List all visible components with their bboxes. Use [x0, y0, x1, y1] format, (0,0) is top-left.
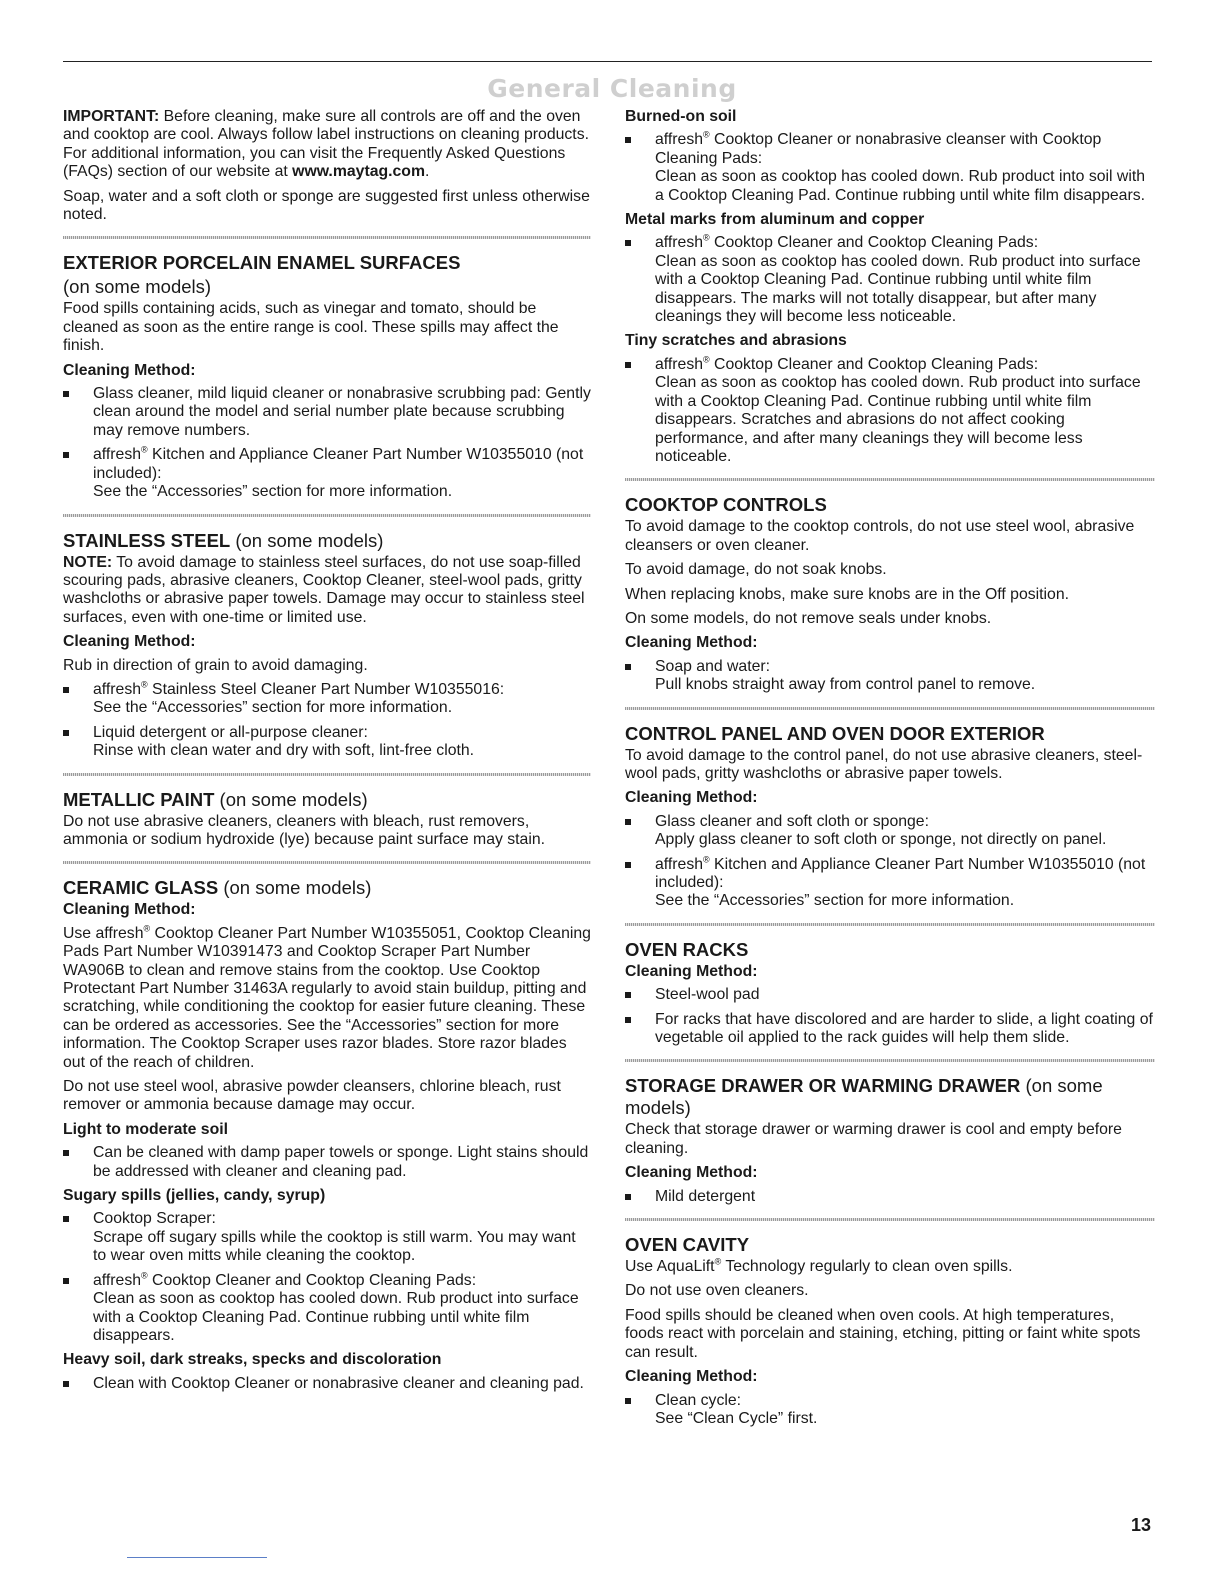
cavity-p1	[625, 1258, 1155, 1276]
storage-drawer-title	[625, 1075, 1155, 1119]
list-item	[625, 1011, 1155, 1048]
metallic-qualifier: (on some models)	[214, 788, 368, 810]
bullet-line: See the “Accessories” section for more information.	[93, 483, 453, 501]
brand-name: affresh	[655, 234, 704, 252]
bullet-line: Cooktop Cleaner and Cooktop Cleaning Pads:	[147, 1271, 477, 1289]
bullet-line: Glass cleaner and soft cloth or sponge:	[655, 812, 929, 830]
bullet-square-icon	[63, 1278, 69, 1284]
ceramic-title	[63, 877, 591, 899]
bullet-line: Cooktop Cleaner or nonabrasive cleanser with Cooktop Cleaning Pads:	[655, 131, 1102, 167]
important-paragraph	[63, 108, 591, 182]
bullet-square-icon	[63, 452, 69, 458]
bullet-square-icon	[625, 1194, 631, 1200]
bullet-square-icon	[625, 1017, 631, 1023]
bullet-text	[93, 446, 591, 501]
bullet-square-icon	[63, 1381, 69, 1387]
brand-name: affresh	[655, 131, 704, 149]
bullet-text	[655, 856, 1155, 911]
stainless-qualifier: (on some models)	[230, 529, 384, 551]
bullet-square-icon	[625, 819, 631, 825]
control-panel-title	[625, 723, 1155, 745]
storage-drawer-qualifier: (on some models)	[625, 1075, 1103, 1119]
controls-p1: To avoid damage to the cooktop controls, do not use steel wool, abrasive cleansers or oven cleaner.	[625, 518, 1135, 554]
bullet-text: Clean with Cooktop Cleaner or nonabrasive cleaner and cleaning pad.	[93, 1374, 584, 1392]
list-item	[63, 446, 591, 501]
text-run: Cooktop Cleaner Part Number W10355051, Cooktop Cleaning Pads Part Number W10391473 and Cooktop Scraper Part Number WA906B to clean and remove stains from the cooktop. Use Cooktop Protectant Part Number 31463A regularly to avoid stain buildup, pitting and scratching, while conditioning the cooktop for easier future cleaning. These can be ordered as accessories. See the “Accessories” section for more information. The Cooktop Scraper uses razor blades. Store razor blades out of the reach of children.	[63, 924, 591, 1071]
racks-method-label: Cleaning Method:	[625, 962, 758, 980]
left-column	[63, 108, 591, 1399]
panel-method-label: Cleaning Method:	[625, 789, 758, 807]
bullet-text: Steel-wool pad	[655, 986, 760, 1004]
bullet-line: Clean as soon as cooktop has cooled down. Rub product into surface with a Cooktop Cleaning Pad. Continue rubbing until white film disappears. Scratches and abrasions do not affect cooking performance, and after many cleanings they will become less noticeable.	[655, 374, 1141, 465]
controls-p3: When replacing knobs, make sure knobs are in the Off position.	[625, 585, 1070, 603]
section-divider	[625, 923, 1155, 926]
exterior-method-label: Cleaning Method:	[63, 361, 196, 379]
ceramic-body-2: Do not use steel wool, abrasive powder cleansers, chlorine bleach, rust remover or ammonia because damage may occur.	[63, 1078, 561, 1114]
section-divider	[625, 707, 1155, 710]
section-divider	[625, 1059, 1155, 1062]
sugary-spills-label: Sugary spills (jellies, candy, syrup)	[63, 1187, 326, 1205]
list-item	[63, 1144, 591, 1181]
cavity-p3: Food spills should be cleaned when oven cools. At high temperatures, foods react with porcelain and staining, etching, pitting or faint white spots can result.	[625, 1306, 1141, 1361]
bullet-square-icon	[63, 1216, 69, 1222]
stainless-note	[63, 554, 591, 628]
list-item	[625, 1392, 1155, 1429]
exterior-title-text: EXTERIOR PORCELAIN ENAMEL SURFACES	[63, 252, 461, 274]
brand-name: affresh	[655, 855, 704, 873]
bullet-text	[93, 1272, 591, 1346]
ceramic-method-label: Cleaning Method:	[63, 901, 196, 919]
oven-racks-title	[625, 939, 1155, 961]
controls-p2: To avoid damage, do not soak knobs.	[625, 561, 887, 579]
bullet-line: See “Clean Cycle” first.	[655, 1409, 818, 1427]
list-item	[63, 724, 591, 761]
brand-name: affresh	[655, 355, 704, 373]
bullet-line: Clean cycle:	[655, 1391, 742, 1409]
registered-mark: ®	[714, 1256, 722, 1267]
storage-drawer-title-text: STORAGE DRAWER OR WARMING DRAWER	[625, 1075, 1021, 1097]
stainless-title-text: STAINLESS STEEL	[63, 529, 231, 551]
page-number: 13	[1131, 1515, 1152, 1535]
list-item	[625, 856, 1155, 911]
control-panel-title-text: CONTROL PANEL AND OVEN DOOR EXTERIOR	[625, 722, 1045, 744]
bullet-line: Cooktop Cleaner and Cooktop Cleaning Pads:	[709, 355, 1039, 373]
bullet-text	[93, 724, 591, 761]
bullet-square-icon	[63, 391, 69, 397]
bullet-text	[655, 1392, 1155, 1429]
ceramic-qualifier: (on some models)	[218, 877, 372, 899]
bullet-line: Cooktop Cleaner and Cooktop Cleaning Pads:	[709, 234, 1039, 252]
bullet-line: Pull knobs straight away from control panel to remove.	[655, 676, 1036, 694]
text-run: Use AquaLift	[625, 1258, 715, 1276]
ceramic-title-text: CERAMIC GLASS	[63, 877, 219, 899]
section-divider	[63, 773, 591, 776]
right-column	[625, 108, 1155, 1434]
section-divider	[63, 861, 591, 864]
page-title: General Cleaning	[487, 74, 737, 103]
bullet-text	[655, 658, 1155, 695]
note-label: NOTE:	[63, 553, 113, 571]
metallic-title	[63, 789, 591, 811]
bullet-square-icon	[63, 687, 69, 693]
bullet-square-icon	[625, 992, 631, 998]
metal-marks-label: Metal marks from aluminum and copper	[625, 211, 925, 229]
list-item	[63, 681, 591, 718]
bullet-text: For racks that have discolored and are harder to slide, a light coating of vegetable oil applied to the rack guides will help them slide.	[655, 1010, 1153, 1047]
bullet-line: Kitchen and Appliance Cleaner Part Number W10355010 (not included):	[655, 855, 1146, 891]
stainless-title	[63, 530, 591, 552]
bullet-square-icon	[63, 1150, 69, 1156]
heavy-soil-label: Heavy soil, dark streaks, specks and discoloration	[63, 1351, 442, 1369]
bullet-square-icon	[625, 862, 631, 868]
cavity-p2: Do not use oven cleaners.	[625, 1282, 809, 1300]
important-label: IMPORTANT:	[63, 108, 160, 125]
panel-p1: To avoid damage to the control panel, do not use abrasive cleaners, steel-wool pads, gritty washcloths or abrasive paper towels.	[625, 746, 1143, 782]
exterior-qualifier: (on some models)	[63, 276, 212, 298]
registered-mark: ®	[703, 233, 710, 244]
tiny-scratches-label: Tiny scratches and abrasions	[625, 332, 847, 350]
bullet-text	[655, 813, 1155, 850]
bullet-line: See the “Accessories” section for more information.	[655, 892, 1015, 910]
period: .	[425, 163, 430, 181]
text-run: Use affresh	[63, 924, 144, 942]
bullet-line: Rinse with clean water and dry with soft, lint-free cloth.	[93, 742, 475, 760]
bullet-square-icon	[625, 240, 631, 246]
list-item	[625, 1188, 1155, 1206]
exterior-title	[63, 252, 591, 274]
bullet-text	[655, 234, 1155, 326]
cooktop-controls-title	[625, 494, 1155, 516]
registered-mark: ®	[703, 854, 710, 865]
stainless-rub: Rub in direction of grain to avoid damaging.	[63, 656, 368, 674]
burned-soil-label: Burned-on soil	[625, 108, 737, 125]
bullet-line: Soap and water:	[655, 657, 771, 675]
bullet-square-icon	[625, 1398, 631, 1404]
note-text: To avoid damage to stainless steel surfaces, do not use soap-filled scouring pads, abrasive cleaners, Cooktop Cleaner, steel-wool pads, gritty washcloths or abrasive paper towels. Damage may occur to stainless steel surfaces, even with one-time or limited use.	[63, 553, 585, 626]
list-item	[625, 813, 1155, 850]
list-item	[625, 356, 1155, 466]
exterior-body: Food spills containing acids, such as vinegar and tomato, should be cleaned as soon as the entire range is cool. These spills may affect the finish.	[63, 300, 559, 355]
bullet-line: Apply glass cleaner to soft cloth or sponge, not directly on panel.	[655, 831, 1107, 849]
list-item	[63, 1375, 591, 1393]
registered-mark: ®	[703, 354, 710, 365]
bullet-line: See the “Accessories” section for more information.	[93, 699, 453, 717]
brand-name: affresh	[93, 680, 142, 698]
section-divider	[63, 514, 591, 517]
bullet-line: Clean as soon as cooktop has cooled down. Rub product into surface with a Cooktop Cleaning Pad. Continue rubbing until white film disappears.	[93, 1290, 579, 1344]
bottom-link-underline	[127, 1557, 267, 1558]
controls-method-label: Cleaning Method:	[625, 634, 758, 652]
section-divider	[625, 1218, 1155, 1221]
ceramic-body-1	[63, 925, 591, 1072]
bullet-square-icon	[625, 362, 631, 368]
bullet-line: Clean as soon as cooktop has cooled down. Rub product into surface with a Cooktop Cleaning Pad. Continue rubbing until white film disappears. The marks will not totally disappear, but after many cleanings they will become less noticeable.	[655, 252, 1141, 326]
bullet-square-icon	[625, 137, 631, 143]
bullet-text	[93, 681, 591, 718]
registered-mark: ®	[143, 923, 151, 934]
bullet-line: Scrape off sugary spills while the cooktop is still warm. You may want to wear oven mitts while cleaning the cooktop.	[93, 1228, 576, 1265]
bullet-text: Mild detergent	[655, 1187, 756, 1205]
bullet-line: Liquid detergent or all-purpose cleaner:	[93, 723, 368, 741]
registered-mark: ®	[141, 445, 148, 456]
top-rule	[63, 61, 1152, 62]
bullet-line: Stainless Steel Cleaner Part Number W10355016:	[147, 680, 505, 698]
cavity-method-label: Cleaning Method:	[625, 1368, 758, 1386]
bullet-text	[655, 131, 1155, 205]
metallic-title-text: METALLIC PAINT	[63, 788, 215, 810]
registered-mark: ®	[141, 679, 148, 690]
list-item	[63, 1272, 591, 1346]
section-divider	[63, 236, 591, 239]
metallic-body: Do not use abrasive cleaners, cleaners with bleach, rust removers, ammonia or sodium hydroxide (lye) because paint surface may stain.	[63, 812, 546, 848]
bullet-square-icon	[625, 664, 631, 670]
bullet-text	[93, 1210, 591, 1265]
soap-paragraph: Soap, water and a soft cloth or sponge are suggested first unless otherwise noted.	[63, 187, 590, 224]
website-link[interactable]: www.maytag.com	[292, 163, 426, 181]
cooktop-controls-title-text: COOKTOP CONTROLS	[625, 494, 827, 516]
oven-racks-title-text: OVEN RACKS	[625, 938, 749, 960]
light-soil-label: Light to moderate soil	[63, 1120, 228, 1138]
bullet-text: Can be cleaned with damp paper towels or sponge. Light stains should be addressed with cleaner and cleaning pad.	[93, 1144, 589, 1180]
stainless-method-label: Cleaning Method:	[63, 633, 196, 651]
brand-name: affresh	[93, 1271, 142, 1289]
bullet-line: Kitchen and Appliance Cleaner Part Number W10355010 (not included):	[93, 446, 584, 482]
list-item	[625, 131, 1155, 205]
text-run: Technology regularly to clean oven spills.	[721, 1258, 1013, 1276]
drawer-method-label: Cleaning Method:	[625, 1164, 758, 1182]
list-item	[63, 1210, 591, 1265]
section-divider	[625, 478, 1155, 481]
list-item	[625, 234, 1155, 326]
registered-mark: ®	[141, 1270, 148, 1281]
drawer-p1: Check that storage drawer or warming drawer is cool and empty before cleaning.	[625, 1121, 1122, 1157]
oven-cavity-title-text: OVEN CAVITY	[625, 1234, 750, 1256]
brand-name: affresh	[93, 446, 142, 464]
oven-cavity-title	[625, 1234, 1155, 1256]
important-text: Before cleaning, make sure all controls are off and the oven and cooktop are cool. Always follow label instructions on cleaning products. For additional information, you can visit the Frequently Asked Questions (FAQs) section of our website at	[63, 108, 589, 181]
bullet-square-icon	[63, 730, 69, 736]
bullet-text: Glass cleaner, mild liquid cleaner or nonabrasive scrubbing pad: Gently clean around the model and serial number plate because scrubbing may remove numbers.	[93, 385, 591, 439]
controls-p4: On some models, do not remove seals under knobs.	[625, 609, 992, 627]
bullet-line: Cooktop Scraper:	[93, 1210, 216, 1228]
bullet-line: Clean as soon as cooktop has cooled down. Rub product into soil with a Cooktop Cleaning Pad. Continue rubbing until white film disappears.	[655, 168, 1145, 204]
list-item	[625, 986, 1155, 1004]
list-item	[63, 385, 591, 440]
registered-mark: ®	[703, 130, 710, 141]
list-item	[625, 658, 1155, 695]
bullet-text	[655, 356, 1155, 466]
